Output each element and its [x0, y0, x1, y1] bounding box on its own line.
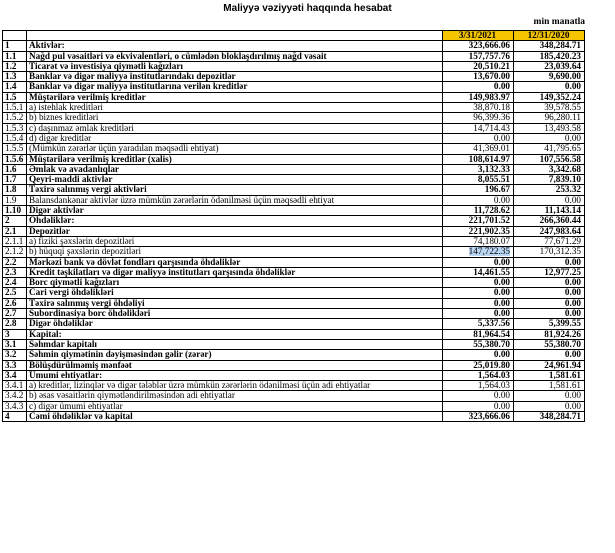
- row-value-previous[interactable]: 149,352.24: [514, 92, 585, 102]
- table-row: [3, 309, 585, 319]
- row-value-previous[interactable]: 0.00: [514, 309, 585, 319]
- row-label[interactable]: b) biznes kreditləri: [27, 113, 443, 123]
- row-value-previous[interactable]: 170,312.35: [514, 247, 585, 257]
- row-value-previous[interactable]: 0.00: [514, 401, 585, 411]
- table-row: [3, 123, 585, 133]
- table-row: [3, 51, 585, 61]
- row-label[interactable]: Banklar və digər maliyyə institutlarına verilən kreditlər: [27, 82, 443, 92]
- table-row: [3, 216, 585, 226]
- row-number[interactable]: 1.7: [3, 175, 27, 185]
- row-value-previous[interactable]: 24,961.94: [514, 360, 585, 370]
- row-label[interactable]: d) digər kreditlər: [27, 133, 443, 143]
- row-label[interactable]: Cari vergi öhdəlikləri: [27, 288, 443, 298]
- row-number[interactable]: 3.4.3: [3, 401, 27, 411]
- row-label[interactable]: b) hüquqi şəxslərin depozitləri: [27, 247, 443, 257]
- row-number[interactable]: 1.8: [3, 185, 27, 195]
- row-value-previous[interactable]: 348,284.71: [514, 411, 585, 421]
- row-value-current[interactable]: 38,870.18: [443, 103, 514, 113]
- row-value-previous[interactable]: 39,578.55: [514, 103, 585, 113]
- row-label[interactable]: Qeyri-maddi aktivlər: [27, 175, 443, 185]
- row-number[interactable]: 2.5: [3, 288, 27, 298]
- row-value-current[interactable]: [443, 247, 514, 257]
- row-value-previous[interactable]: 0.00: [514, 298, 585, 308]
- table-row: [3, 72, 585, 82]
- row-value-previous[interactable]: 41,795.65: [514, 144, 585, 154]
- row-value-previous[interactable]: 0.00: [514, 288, 585, 298]
- row-value-current[interactable]: 20,510.21: [443, 61, 514, 71]
- row-number[interactable]: 1.4: [3, 82, 27, 92]
- table-row: [3, 41, 585, 51]
- table-row: [3, 278, 585, 288]
- row-label[interactable]: Cəmi öhdəliklər və kapital: [27, 411, 443, 421]
- row-number[interactable]: 1.5.3: [3, 123, 27, 133]
- row-value-current[interactable]: 0.00: [443, 257, 514, 267]
- row-label[interactable]: Depozitlər: [27, 226, 443, 236]
- row-label[interactable]: Müştərilərə verilmiş kreditlər: [27, 92, 443, 102]
- table-row: [3, 92, 585, 102]
- row-value-previous[interactable]: 0.00: [514, 391, 585, 401]
- table-row: [3, 350, 585, 360]
- row-value-previous[interactable]: 107,556.58: [514, 154, 585, 164]
- row-value-previous[interactable]: 348,284.71: [514, 41, 585, 51]
- row-value-previous[interactable]: 81,924.26: [514, 329, 585, 339]
- row-label[interactable]: a) istehlak kreditləri: [27, 103, 443, 113]
- row-label[interactable]: Müştərilərə verilmiş kreditlər (xalis): [27, 154, 443, 164]
- table-row: [3, 267, 585, 277]
- row-value-previous[interactable]: 5,399.55: [514, 319, 585, 329]
- table-row: [3, 247, 585, 257]
- row-number[interactable]: 1.9: [3, 195, 27, 205]
- row-label[interactable]: Ümumi ehtiyatlar:: [27, 370, 443, 380]
- table-row: [3, 206, 585, 216]
- table-row: [3, 154, 585, 164]
- table-row: [3, 61, 585, 71]
- unit-label: min manatla: [533, 17, 585, 27]
- row-value-current[interactable]: 157,757.76: [443, 51, 514, 61]
- table-row: [3, 401, 585, 411]
- table-row: [3, 133, 585, 143]
- row-value-current[interactable]: 81,964.54: [443, 329, 514, 339]
- row-value-current[interactable]: 55,380.70: [443, 339, 514, 349]
- table-row: [3, 257, 585, 267]
- row-value-current[interactable]: 323,666.06: [443, 411, 514, 421]
- row-value-current[interactable]: 74,180.07: [443, 236, 514, 246]
- row-value-previous[interactable]: 0.00: [514, 82, 585, 92]
- header-label-cell: [27, 31, 443, 41]
- row-value-current[interactable]: 14,461.55: [443, 267, 514, 277]
- table-row: [3, 391, 585, 401]
- row-value-previous[interactable]: 247,983.64: [514, 226, 585, 236]
- row-value-previous[interactable]: 13,493.58: [514, 123, 585, 133]
- table-row: [3, 82, 585, 92]
- balance-sheet-table: [2, 30, 585, 422]
- table-row: [3, 381, 585, 391]
- row-label[interactable]: Səhmdar kapitalı: [27, 339, 443, 349]
- row-value-current[interactable]: 0.00: [443, 401, 514, 411]
- row-label[interactable]: (Mümkün zərərlər üçün yaradılan məqsədli ehtiyat): [27, 144, 443, 154]
- row-value-previous[interactable]: 0.00: [514, 195, 585, 205]
- table-row: [3, 185, 585, 195]
- row-number[interactable]: 1.5.1: [3, 103, 27, 113]
- row-value-current[interactable]: 13,670.00: [443, 72, 514, 82]
- row-value-current[interactable]: 149,983.97: [443, 92, 514, 102]
- row-label[interactable]: a) kreditlər, lizinqlər və digər tələblər üzrə mümkün zərərlərin ödənilməsi üçün adi ehtiyatlar: [27, 381, 443, 391]
- row-value-current[interactable]: 3,132.33: [443, 164, 514, 174]
- row-value-previous[interactable]: 9,690.00: [514, 72, 585, 82]
- row-value-current[interactable]: 323,666.06: [443, 41, 514, 51]
- row-value-current[interactable]: 0.00: [443, 278, 514, 288]
- row-label[interactable]: a) fiziki şəxslərin depozitləri: [27, 236, 443, 246]
- row-value-previous[interactable]: 1,581.61: [514, 370, 585, 380]
- table-row: [3, 164, 585, 174]
- row-value-current[interactable]: 25,019.80: [443, 360, 514, 370]
- row-value-previous[interactable]: 0.00: [514, 133, 585, 143]
- row-value-current[interactable]: 1,564.03: [443, 370, 514, 380]
- row-number[interactable]: 1.5.6: [3, 154, 27, 164]
- row-number[interactable]: 3: [3, 329, 27, 339]
- row-value-previous[interactable]: 11,143.14: [514, 206, 585, 216]
- table-header-row: [3, 31, 585, 41]
- row-label[interactable]: Digər öhdəliklər: [27, 319, 443, 329]
- column-header-current: 3/31/2021: [443, 31, 514, 41]
- row-label[interactable]: Balansdankənar aktivlər üzrə mümkün zərərlərin ödənilməsi üçün məqsədli ehtiyat: [27, 195, 443, 205]
- row-number[interactable]: 1.5: [3, 92, 27, 102]
- selected-cell-text: 147,722.35: [468, 246, 510, 257]
- header-number-cell: [3, 31, 27, 41]
- table-row: [3, 298, 585, 308]
- row-number[interactable]: 2.3: [3, 267, 27, 277]
- table-row: [3, 144, 585, 154]
- row-value-current[interactable]: 0.00: [443, 298, 514, 308]
- row-value-previous[interactable]: 1,581.61: [514, 381, 585, 391]
- row-label[interactable]: c) digər ümumi ehtiyatlar: [27, 401, 443, 411]
- row-number[interactable]: 2: [3, 216, 27, 226]
- row-value-previous[interactable]: 7,839.10: [514, 175, 585, 185]
- table-row: [3, 329, 585, 339]
- row-number[interactable]: 2.1.1: [3, 236, 27, 246]
- row-value-current[interactable]: 0.00: [443, 82, 514, 92]
- row-label[interactable]: Digər aktivlər: [27, 206, 443, 216]
- row-label[interactable]: Bölüşdürülməmiş mənfəət: [27, 360, 443, 370]
- row-number[interactable]: 1.5.5: [3, 144, 27, 154]
- row-value-current[interactable]: 8,055.51: [443, 175, 514, 185]
- row-value-current[interactable]: 1,564.03: [443, 381, 514, 391]
- row-value-current[interactable]: 221,902.35: [443, 226, 514, 236]
- row-label[interactable]: Mərkəzi bank və dövlət fondları qarşısında öhdəliklər: [27, 257, 443, 267]
- row-value-current[interactable]: 14,714.43: [443, 123, 514, 133]
- row-label[interactable]: Nağd pul vəsaitləri və ekvivalentləri, o cümlədən bloklaşdırılmış nağd vəsait: [27, 51, 443, 61]
- row-value-current[interactable]: 5,337.56: [443, 319, 514, 329]
- column-header-previous: 12/31/2020: [514, 31, 585, 41]
- row-value-current[interactable]: 0.00: [443, 288, 514, 298]
- row-value-previous[interactable]: 23,039.64: [514, 61, 585, 71]
- row-label[interactable]: Aktivlər:: [27, 41, 443, 51]
- row-value-current[interactable]: 96,399.36: [443, 113, 514, 123]
- row-number[interactable]: 1.6: [3, 164, 27, 174]
- row-value-current[interactable]: 221,701.52: [443, 216, 514, 226]
- table-row: [3, 113, 585, 123]
- row-label[interactable]: c) daşınmaz əmlak kreditləri: [27, 123, 443, 133]
- table-row: [3, 288, 585, 298]
- row-value-previous[interactable]: 0.00: [514, 350, 585, 360]
- row-value-current[interactable]: 0.00: [443, 309, 514, 319]
- row-label[interactable]: Borc qiymətli kağızları: [27, 278, 443, 288]
- table-row: [3, 226, 585, 236]
- row-value-previous[interactable]: 266,360.44: [514, 216, 585, 226]
- row-number[interactable]: 2.1: [3, 226, 27, 236]
- row-value-current[interactable]: 196.67: [443, 185, 514, 195]
- table-row: [3, 103, 585, 113]
- row-value-previous[interactable]: 253.32: [514, 185, 585, 195]
- row-label[interactable]: Təxirə salınmış vergi aktivləri: [27, 185, 443, 195]
- report-title: Maliyyə vəziyyəti haqqında hesabat: [223, 3, 392, 14]
- row-label[interactable]: Kapital:: [27, 329, 443, 339]
- row-number[interactable]: 2.8: [3, 319, 27, 329]
- row-label[interactable]: Təxirə salınmış vergi öhdəliyi: [27, 298, 443, 308]
- table-row: [3, 370, 585, 380]
- row-number[interactable]: 3.4.2: [3, 391, 27, 401]
- row-number[interactable]: 3.3: [3, 360, 27, 370]
- row-label[interactable]: b) əsas vəsaitlərin qiymətləndirilməsindən adi ehtiyatlar: [27, 391, 443, 401]
- row-value-previous[interactable]: 55,380.70: [514, 339, 585, 349]
- row-label[interactable]: Banklar və digər maliyyə institutlarındakı depozitlər: [27, 72, 443, 82]
- row-label[interactable]: Səhmin qiymətinin dəyişməsindən gəlir (zərər): [27, 350, 443, 360]
- row-value-previous[interactable]: 96,280.11: [514, 113, 585, 123]
- table-row: [3, 319, 585, 329]
- row-value-current[interactable]: 0.00: [443, 350, 514, 360]
- table-row: [3, 236, 585, 246]
- table-row: [3, 360, 585, 370]
- row-value-current[interactable]: 0.00: [443, 133, 514, 143]
- row-value-previous[interactable]: 185,420.23: [514, 51, 585, 61]
- row-number[interactable]: 2.6: [3, 298, 27, 308]
- row-value-current[interactable]: 0.00: [443, 391, 514, 401]
- row-number[interactable]: 1.1: [3, 51, 27, 61]
- table-row: [3, 195, 585, 205]
- row-number[interactable]: 1.3: [3, 72, 27, 82]
- table-row: [3, 175, 585, 185]
- row-value-current[interactable]: 108,614.97: [443, 154, 514, 164]
- row-value-current[interactable]: 41,369.01: [443, 144, 514, 154]
- row-number[interactable]: 1: [3, 41, 27, 51]
- row-number[interactable]: 4: [3, 411, 27, 421]
- row-number[interactable]: 3.4: [3, 370, 27, 380]
- row-label[interactable]: Kredit təşkilatları və digər maliyyə institutları qarşısında öhdəliklər: [27, 267, 443, 277]
- row-number[interactable]: 3.4.1: [3, 381, 27, 391]
- row-value-current[interactable]: 11,728.62: [443, 206, 514, 216]
- row-value-previous[interactable]: 77,671.29: [514, 236, 585, 246]
- row-value-current[interactable]: 0.00: [443, 195, 514, 205]
- row-value-previous[interactable]: 3,342.68: [514, 164, 585, 174]
- row-number[interactable]: 1.5.2: [3, 113, 27, 123]
- row-value-previous[interactable]: 0.00: [514, 257, 585, 267]
- row-label[interactable]: Əmlak və avadanlıqlar: [27, 164, 443, 174]
- row-label[interactable]: Subordinasiya borc öhdəlikləri: [27, 309, 443, 319]
- row-label[interactable]: Ticarət və investisiya qiymətli kağızları: [27, 61, 443, 71]
- row-value-previous[interactable]: 0.00: [514, 278, 585, 288]
- table-row: [3, 339, 585, 349]
- row-number[interactable]: 2.7: [3, 309, 27, 319]
- row-value-previous[interactable]: 12,977.25: [514, 267, 585, 277]
- row-number[interactable]: 2.4: [3, 278, 27, 288]
- row-number[interactable]: 3.2: [3, 350, 27, 360]
- table-row: [3, 411, 585, 421]
- row-label[interactable]: Öhdəliklər:: [27, 216, 443, 226]
- row-number[interactable]: 1.2: [3, 61, 27, 71]
- row-number[interactable]: 3.1: [3, 339, 27, 349]
- row-number[interactable]: 2.1.2: [3, 247, 27, 257]
- row-number[interactable]: 1.5.4: [3, 133, 27, 143]
- row-number[interactable]: 1.10: [3, 206, 27, 216]
- row-number[interactable]: 2.2: [3, 257, 27, 267]
